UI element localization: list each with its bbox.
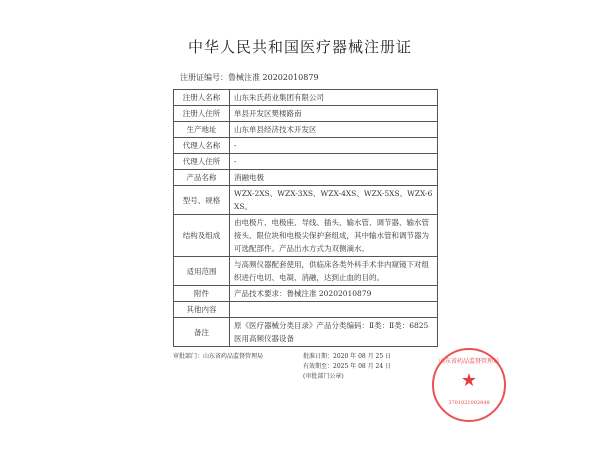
valid-until: 有效期至：2025 年 08 月 24 日 bbox=[303, 363, 392, 370]
table-row bbox=[174, 318, 438, 347]
row-value: 山东朱氏药业集团有限公司 bbox=[230, 90, 438, 106]
star-icon: ★ bbox=[460, 370, 478, 391]
table-row bbox=[174, 186, 438, 215]
table-row bbox=[174, 286, 438, 302]
table-row bbox=[174, 90, 438, 106]
row-label: 备注 bbox=[174, 318, 230, 347]
document-title: 中华人民共和国医疗器械注册证 bbox=[187, 38, 412, 56]
date-block bbox=[303, 352, 428, 422]
row-label: 适用范围 bbox=[174, 257, 230, 286]
table-row bbox=[174, 215, 438, 257]
row-value: - bbox=[230, 154, 438, 170]
seal-caption: (审批部门公章) bbox=[303, 373, 344, 380]
table-row bbox=[174, 138, 438, 154]
seal-name: 山东省药品监督管理局 bbox=[438, 358, 499, 365]
row-value: - bbox=[230, 138, 438, 154]
row-label: 生产地址 bbox=[174, 122, 230, 138]
row-value: 单县开发区樊楼路南 bbox=[230, 106, 438, 122]
row-value: 产品技术要求：鲁械注准 20202010879 bbox=[230, 286, 438, 302]
row-label: 代理人住所 bbox=[174, 154, 230, 170]
approval-date: 批准日期：2020 年 08 月 25 日 bbox=[303, 353, 392, 360]
row-label: 附件 bbox=[174, 286, 230, 302]
approval-dept: 审批部门：山东省药品监督管理局 bbox=[173, 353, 264, 360]
row-value: 消融电极 bbox=[230, 170, 438, 186]
row-label: 产品名称 bbox=[174, 170, 230, 186]
row-value: WZX-2XS、WZX-3XS、WZX-4XS、WZX-5XS、WZX-6XS。 bbox=[230, 186, 438, 215]
table-row bbox=[174, 154, 438, 170]
table-row bbox=[174, 170, 438, 186]
row-label: 注册人名称 bbox=[174, 90, 230, 106]
row-value: 原《医疗器械分类目录》产品分类编码：Ⅱ类：Ⅱ类：6825 医用高频仪器设备 bbox=[230, 318, 438, 347]
seal-number: 3701021002848 bbox=[448, 400, 490, 406]
official-seal bbox=[432, 348, 506, 422]
row-value: 与高频仪器配套使用，供临床各类外科手术非内窥镜下对组织进行电切、电凝、消融，达到止血的目的。 bbox=[230, 257, 438, 286]
registration-number bbox=[180, 72, 319, 83]
reg-label: 注册证编号： bbox=[180, 73, 228, 82]
reg-value: 鲁械注准 20202010879 bbox=[228, 73, 319, 82]
certificate-footer bbox=[173, 352, 503, 422]
table-row bbox=[174, 122, 438, 138]
row-label: 结构及组成 bbox=[174, 215, 230, 257]
row-label: 代理人名称 bbox=[174, 138, 230, 154]
row-label: 型号、规格 bbox=[174, 186, 230, 215]
row-label: 其他内容 bbox=[174, 302, 230, 318]
certificate-table bbox=[173, 89, 438, 347]
row-value: 山东单县经济技术开发区 bbox=[230, 122, 438, 138]
table-row bbox=[174, 106, 438, 122]
row-value: 由电极片、电极座、导线、插头、输水管、调节器、输水管接头、限位块和电极尖保护套组成，其中输水管和调节器为可选配部件。产品出水方式为双侧滴水。 bbox=[230, 215, 438, 257]
table-row bbox=[174, 257, 438, 286]
table-row bbox=[174, 302, 438, 318]
certificate-body bbox=[173, 89, 499, 422]
row-value bbox=[230, 302, 438, 318]
row-label: 注册人住所 bbox=[174, 106, 230, 122]
